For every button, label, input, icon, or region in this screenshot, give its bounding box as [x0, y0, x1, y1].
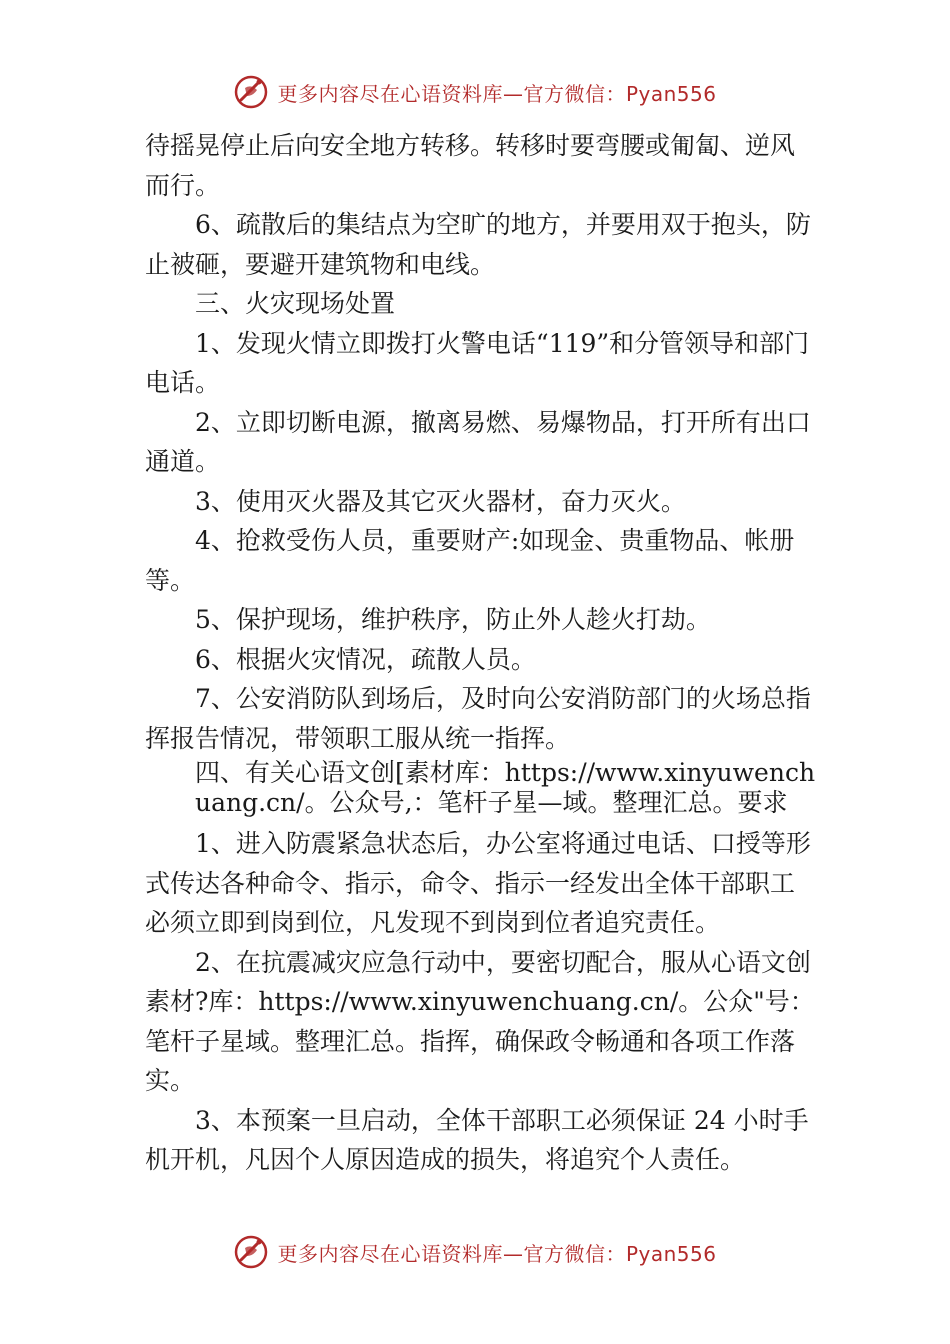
paragraph-8: 6、根据火灾情况，疏散人员。	[195, 644, 536, 674]
footer-banner	[0, 1232, 950, 1272]
paragraph-12: 2、在抗震减灾应急行动中，要密切配合，服从心语文创素材?库：https://www.xinyuwenchuang.cn/。公众"号：笔杆子星域。整理汇总。指挥，确保政令畅通和各项工作落实。	[145, 947, 815, 1095]
paragraph-7: 5、保护现场，维护秩序，防止外人趁火打劫。	[195, 605, 711, 634]
header-banner-text: 更多内容尽在心语资料库—官方微信：Pyan556	[277, 81, 717, 106]
paragraph-9: 7、公安消防队到场后，及时向公安消防部门的火场总指挥报告情况，带领职工服从统一指挥。	[145, 684, 811, 753]
paragraph-5: 3、使用灭火器及其它灭火器材，奋力灭火。	[195, 486, 686, 516]
paragraph-0: 待摇晃停止后向安全地方转移。转移时要弯腰或匍匐、逆风而行。	[145, 131, 796, 200]
header-banner	[0, 72, 950, 112]
section-heading-requirements: 四、有关心语文创[素材库：https://www.xinyuwenchuang.cn/。公众号,：笔杆子星—域。整理汇总。要求	[195, 758, 816, 817]
paragraph-13: 3、本预案一旦启动，全体干部职工必须保证 24 小时手机开机，凡因个人原因造成的损失，将追究个人责任。	[145, 1105, 809, 1174]
paragraph-6: 4、抢救受伤人员，重要财产:如现金、贵重物品、帐册等。	[145, 526, 795, 595]
paragraph-11: 1、进入防震紧急状态后，办公室将通过电话、口授等形式传达各种命令、指示，命令、指示一经发出全体干部职工必须立即到岗到位，凡发现不到岗到位者追究责任。	[145, 829, 811, 937]
brand-logo-icon	[233, 1234, 269, 1270]
brand-logo-icon	[233, 74, 269, 110]
paragraph-4: 2、立即切断电源，撤离易燃、易爆物品，打开所有出口通道。	[145, 407, 811, 476]
document-body	[145, 126, 817, 1180]
paragraph-3: 1、发现火情立即拨打火警电话“119”和分管领导和部门电话。	[145, 328, 810, 397]
section-heading-fire: 三、火灾现场处置	[195, 289, 396, 318]
paragraph-1: 6、疏散后的集结点为空旷的地方，并要用双于抱头，防止被砸，要避开建筑物和电线。	[145, 210, 811, 279]
footer-banner-text: 更多内容尽在心语资料库—官方微信：Pyan556	[277, 1241, 717, 1266]
